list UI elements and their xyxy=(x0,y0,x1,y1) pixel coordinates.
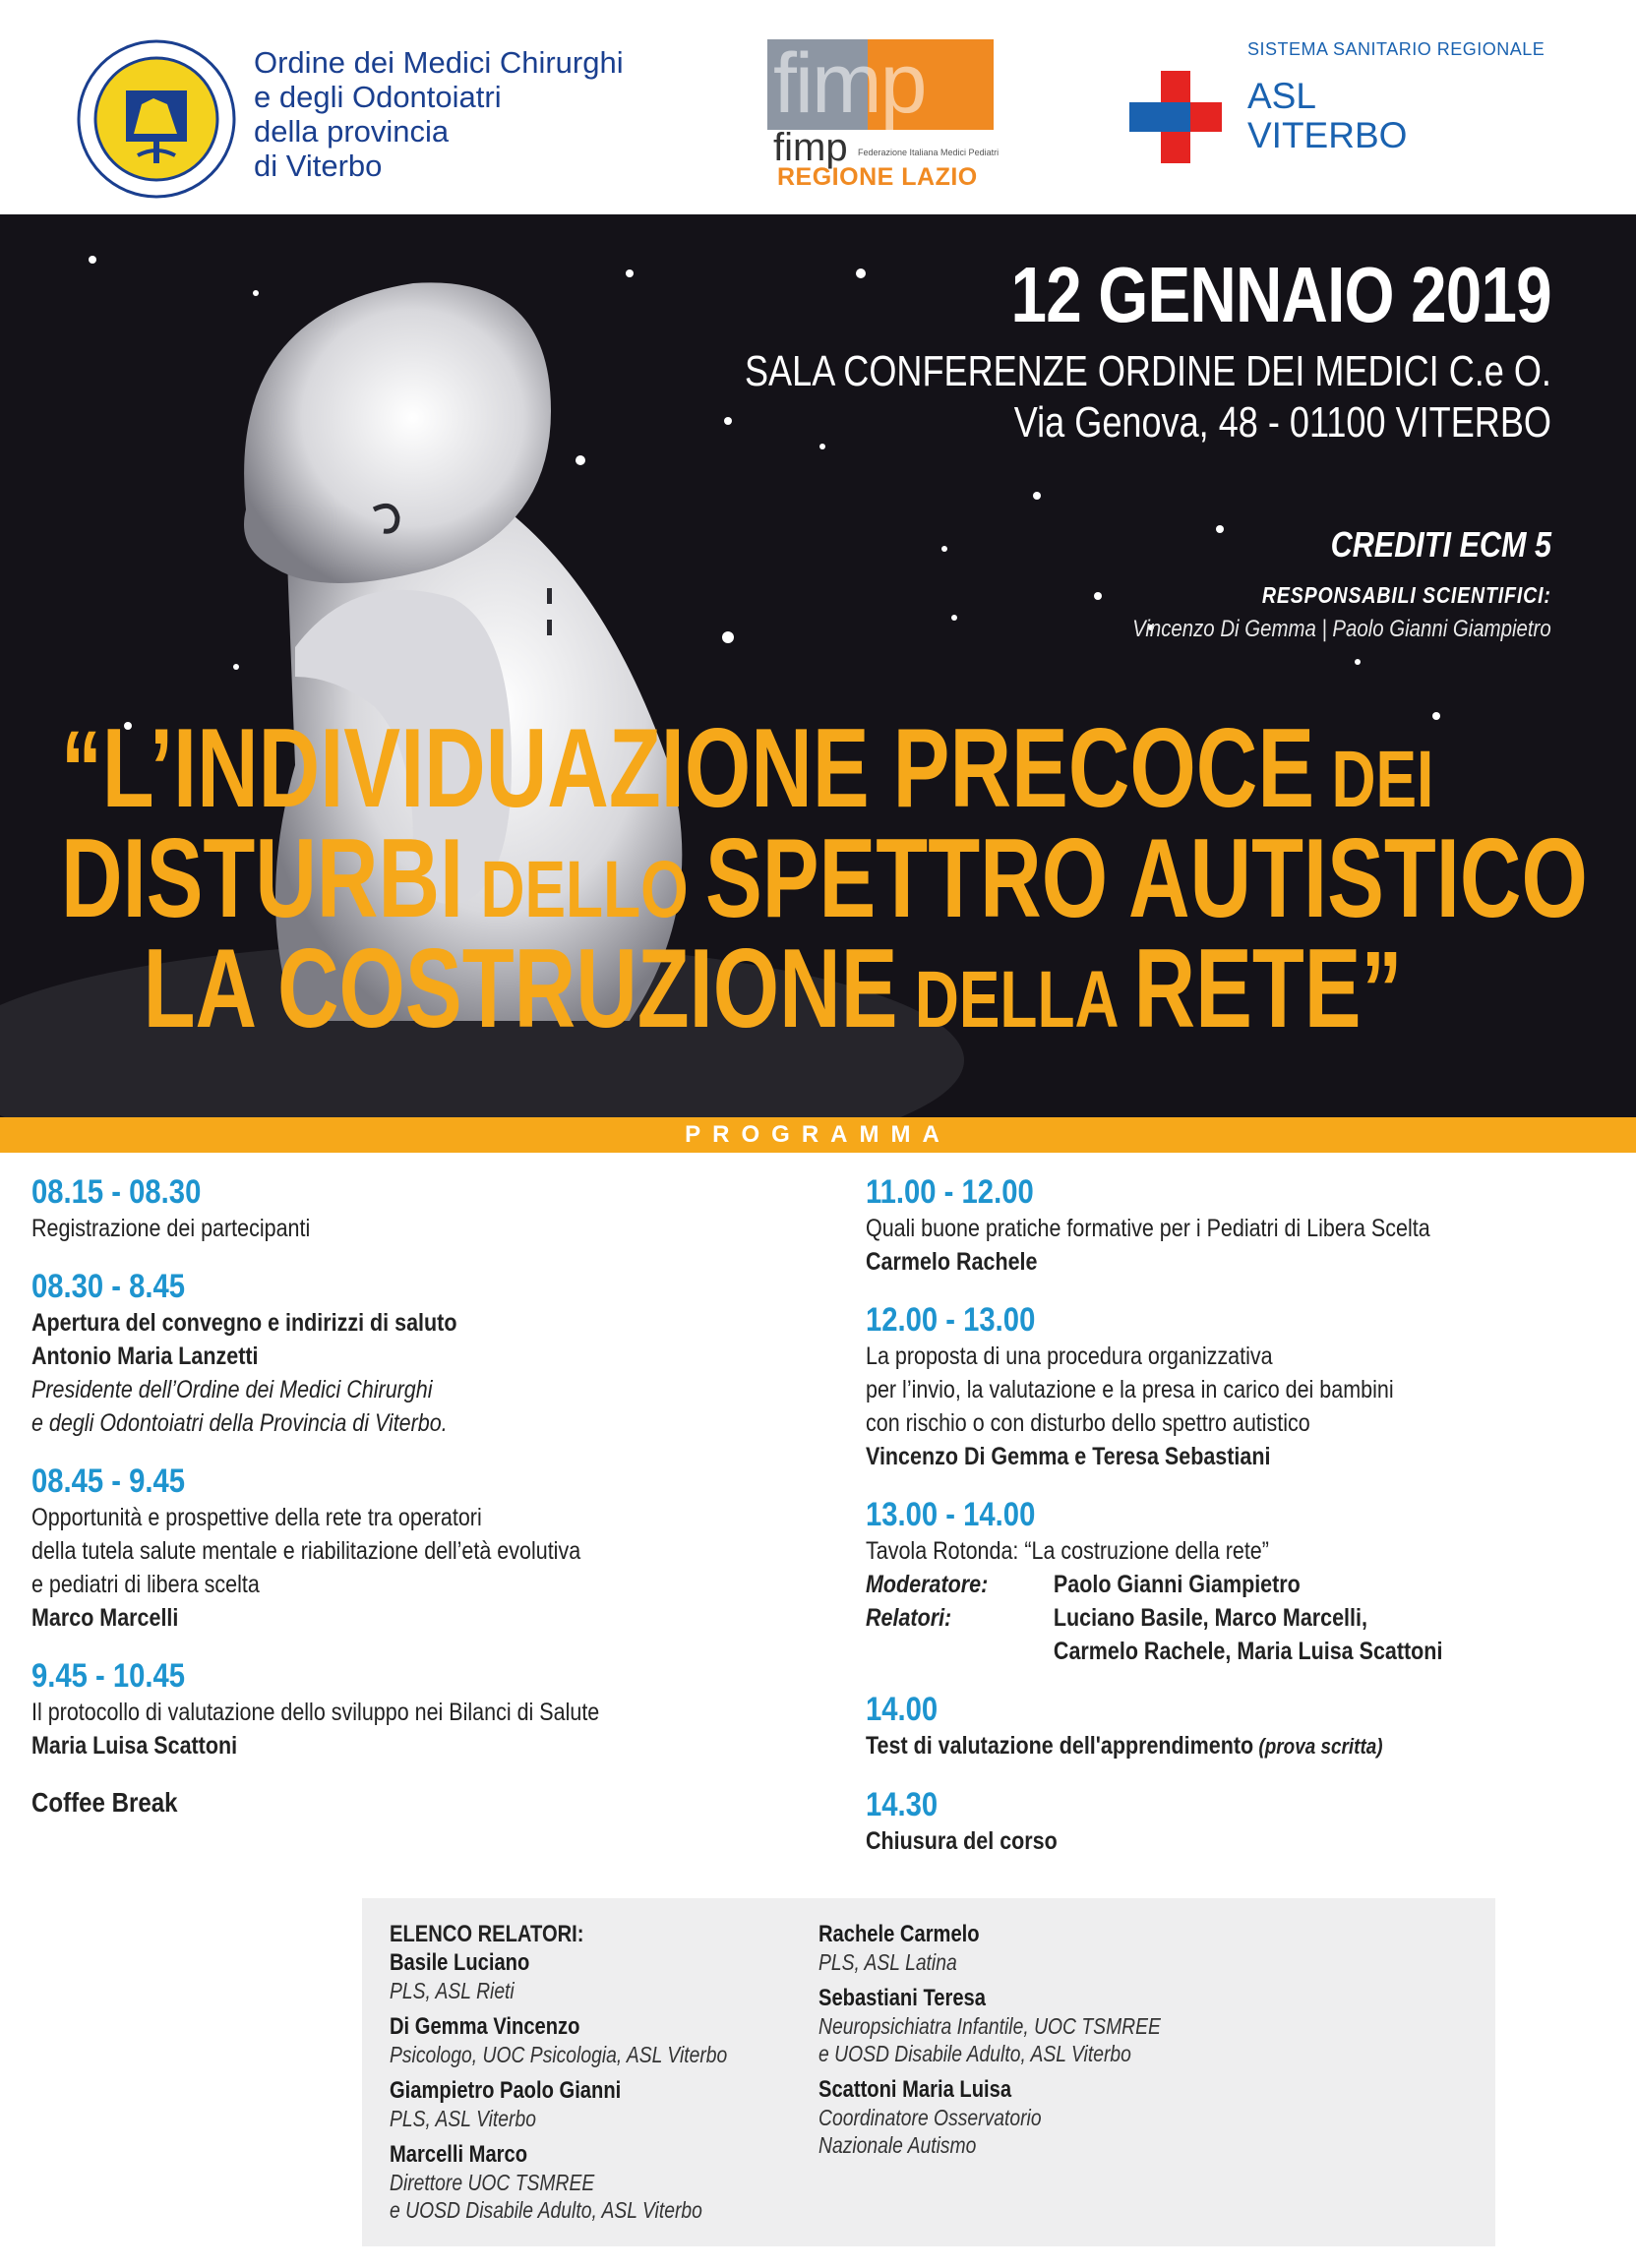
scientific-leads-label: RESPONSABILI SCIENTIFICI: xyxy=(1262,582,1551,608)
title-word: L’INDIVIDUAZIONE PRECOCE xyxy=(101,706,1315,831)
slot-line: Il protocollo di valutazione dello sviluppo nei Bilanci di Salute xyxy=(31,1699,600,1726)
event-title xyxy=(61,706,1588,1051)
asl-name xyxy=(1247,77,1407,155)
speaker-entry xyxy=(390,2140,727,2224)
title-word: SPETTRO AUTISTICO xyxy=(704,816,1588,941)
schedule-slot xyxy=(31,1267,708,1440)
speaker-entry xyxy=(818,1920,1161,1976)
slot-time: 9.45 - 10.45 xyxy=(31,1657,186,1695)
event-date: 12 GENNAIO 2019 xyxy=(1010,251,1551,338)
ecm-credits: CREDITI ECM 5 xyxy=(1330,524,1551,565)
open-quote: “ xyxy=(61,709,102,830)
event-venue xyxy=(745,346,1551,448)
title-word: RETE xyxy=(1133,926,1362,1051)
speakers-value: Carmelo Rachele, Maria Luisa Scattoni xyxy=(1053,1638,1443,1665)
hero-banner xyxy=(0,214,1636,1117)
speaker-name: Marcelli Marco xyxy=(390,2141,528,2168)
speakers-row xyxy=(866,1635,1509,1668)
slot-line: Registrazione dei partecipanti xyxy=(31,1215,311,1242)
speaker-name: Scattoni Maria Luisa xyxy=(818,2076,1012,2103)
title-word: DELLO xyxy=(463,845,705,934)
speaker-role: Direttore UOC TSMREE xyxy=(390,2170,595,2195)
speaker-role: Neuropsichiatra Infantile, UOC TSMREE xyxy=(818,2013,1161,2039)
slot-speaker: Maria Luisa Scattoni xyxy=(31,1732,238,1760)
schedule-slot xyxy=(31,1656,708,1762)
slot-time: 13.00 - 14.00 xyxy=(866,1496,1036,1533)
speaker-entry xyxy=(818,1984,1161,2067)
omceo-line: della provincia xyxy=(254,114,450,149)
speaker-role: PLS, ASL Latina xyxy=(818,1949,957,1975)
slot-line: per l’invio, la valutazione e la presa in carico dei bambini xyxy=(866,1376,1394,1403)
closing-text: Chiusura del corso xyxy=(866,1827,1058,1855)
venue-line: Via Genova, 48 - 01100 VITERBO xyxy=(1013,398,1551,447)
slot-line: della tutela salute mentale e riabilitazione dell’età evolutiva xyxy=(31,1537,581,1565)
moderator-label: Moderatore: xyxy=(866,1571,989,1598)
speaker-name: Basile Luciano xyxy=(390,1949,530,1976)
venue-line: SALA CONFERENZE ORDINE DEI MEDICI C.e O. xyxy=(745,347,1551,395)
speakers-column-right xyxy=(818,1920,1161,2167)
fimp-logo xyxy=(767,39,1003,191)
roundtable-slot xyxy=(866,1495,1509,1668)
speaker-name: Rachele Carmelo xyxy=(818,1921,980,1947)
title-word: DEI xyxy=(1314,735,1434,824)
title-line-1 xyxy=(61,706,1434,831)
slot-line: e pediatri di libera scelta xyxy=(31,1571,260,1598)
test-line xyxy=(866,1729,1509,1763)
speaker-name: Di Gemma Vincenzo xyxy=(390,2013,580,2040)
slot-time: 08.30 - 8.45 xyxy=(31,1268,186,1305)
scientific-leads-names: Vincenzo Di Gemma | Paolo Gianni Giampietro xyxy=(1132,616,1551,642)
speakers-list-box xyxy=(362,1898,1495,2246)
schedule-slot xyxy=(31,1462,708,1635)
slot-time: 14.00 xyxy=(866,1691,939,1728)
speaker-role: e UOSD Disabile Adulto, ASL Viterbo xyxy=(390,2197,702,2223)
speakers-label: Relatori: xyxy=(866,1604,952,1632)
title-line-2 xyxy=(61,816,1588,941)
slot-line: con rischio o con disturbo dello spettro autistico xyxy=(866,1409,1310,1437)
slot-speaker: Vincenzo Di Gemma e Teresa Sebastiani xyxy=(866,1443,1271,1470)
test-text: Test di valutazione dell'apprendimento xyxy=(866,1732,1254,1760)
speakers-column-left xyxy=(390,1920,727,2232)
omceo-line: e degli Odontoiatri xyxy=(254,80,502,114)
schedule-slot xyxy=(866,1172,1509,1279)
asl-system-label: SISTEMA SANITARIO REGIONALE xyxy=(1247,39,1545,59)
speaker-entry xyxy=(390,2076,727,2132)
title-word: DELLA xyxy=(897,955,1134,1044)
speaker-entry xyxy=(390,2012,727,2068)
coffee-break: Coffee Break xyxy=(31,1787,178,1818)
close-quote: ” xyxy=(1361,929,1403,1050)
title-word: LA COSTRUZIONE xyxy=(143,926,898,1051)
slot-time: 08.45 - 9.45 xyxy=(31,1462,186,1500)
moderator-row xyxy=(866,1568,1509,1601)
programma-bar xyxy=(0,1117,1636,1153)
slot-line: e degli Odontoiatri della Provincia di Viterbo. xyxy=(31,1409,448,1437)
schedule-slot xyxy=(31,1172,708,1245)
slot-line: Quali buone pratiche formative per i Pediatri di Libera Scelta xyxy=(866,1215,1430,1242)
slot-speaker: Carmelo Rachele xyxy=(866,1248,1038,1276)
speakers-value: Luciano Basile, Marco Marcelli, xyxy=(1053,1604,1367,1632)
slot-time: 14.30 xyxy=(866,1786,939,1823)
slot-line: Apertura del convegno e indirizzi di saluto xyxy=(31,1309,457,1337)
slot-line: Opportunità e prospettive della rete tra operatori xyxy=(31,1504,482,1531)
programma-label: PROGRAMMA xyxy=(685,1121,951,1148)
speaker-name: Sebastiani Teresa xyxy=(818,1985,986,2011)
schedule-slot xyxy=(866,1300,1509,1473)
speaker-role: PLS, ASL Viterbo xyxy=(390,2106,536,2131)
speaker-role: Psicologo, UOC Psicologia, ASL Viterbo xyxy=(390,2042,728,2067)
speakers-heading: ELENCO RELATORI: xyxy=(390,1921,584,1947)
roundtable-title: Tavola Rotonda: “La costruzione della rete” xyxy=(866,1537,1269,1565)
schedule-right-column xyxy=(866,1172,1613,1880)
closing-slot xyxy=(866,1785,1509,1858)
test-note: (prova scritta) xyxy=(1253,1734,1383,1759)
slot-speaker: Marco Marcelli xyxy=(31,1604,179,1632)
omceo-name xyxy=(254,45,624,183)
speaker-entry xyxy=(390,1948,727,2004)
slot-time: 08.15 - 08.30 xyxy=(31,1173,202,1211)
speaker-role: Nazionale Autismo xyxy=(818,2132,977,2158)
fimp-logo-ghost: fimp xyxy=(773,39,926,130)
speaker-role: PLS, ASL Rieti xyxy=(390,1978,515,2003)
speaker-entry xyxy=(818,2075,1161,2159)
test-slot xyxy=(866,1690,1509,1763)
fimp-word: fimp xyxy=(773,126,848,169)
slot-line: Presidente dell’Ordine dei Medici Chirurghi xyxy=(31,1376,433,1403)
slot-line: La proposta di una procedura organizzativa xyxy=(866,1343,1273,1370)
speaker-role: e UOSD Disabile Adulto, ASL Viterbo xyxy=(818,2041,1131,2066)
omceo-line: di Viterbo xyxy=(254,149,383,183)
omceo-line: Ordine dei Medici Chirurghi xyxy=(254,45,624,80)
asl-line: ASL xyxy=(1247,76,1316,116)
logo-header xyxy=(0,0,1636,207)
slot-time: 12.00 - 13.00 xyxy=(866,1301,1036,1339)
asl-line: VITERBO xyxy=(1247,115,1408,155)
slot-time: 11.00 - 12.00 xyxy=(866,1173,1034,1211)
asl-cross-icon xyxy=(1129,71,1222,163)
slot-speaker: Antonio Maria Lanzetti xyxy=(31,1343,259,1370)
fimp-region: REGIONE LAZIO xyxy=(777,163,978,191)
schedule-slot xyxy=(31,1786,708,1820)
fimp-logo-box xyxy=(767,39,994,130)
fimp-subtitle: Federazione Italiana Medici Pediatri xyxy=(858,148,1000,157)
title-word: DISTURBI xyxy=(61,816,464,941)
title-line-3 xyxy=(61,926,1403,1051)
omceo-seal-logo xyxy=(77,39,236,199)
moderator-value: Paolo Gianni Giampietro xyxy=(1053,1571,1301,1598)
speaker-role: Coordinatore Osservatorio xyxy=(818,2105,1042,2130)
schedule-left-column xyxy=(31,1172,818,1841)
speaker-name: Giampietro Paolo Gianni xyxy=(390,2077,622,2104)
speakers-row xyxy=(866,1601,1509,1635)
